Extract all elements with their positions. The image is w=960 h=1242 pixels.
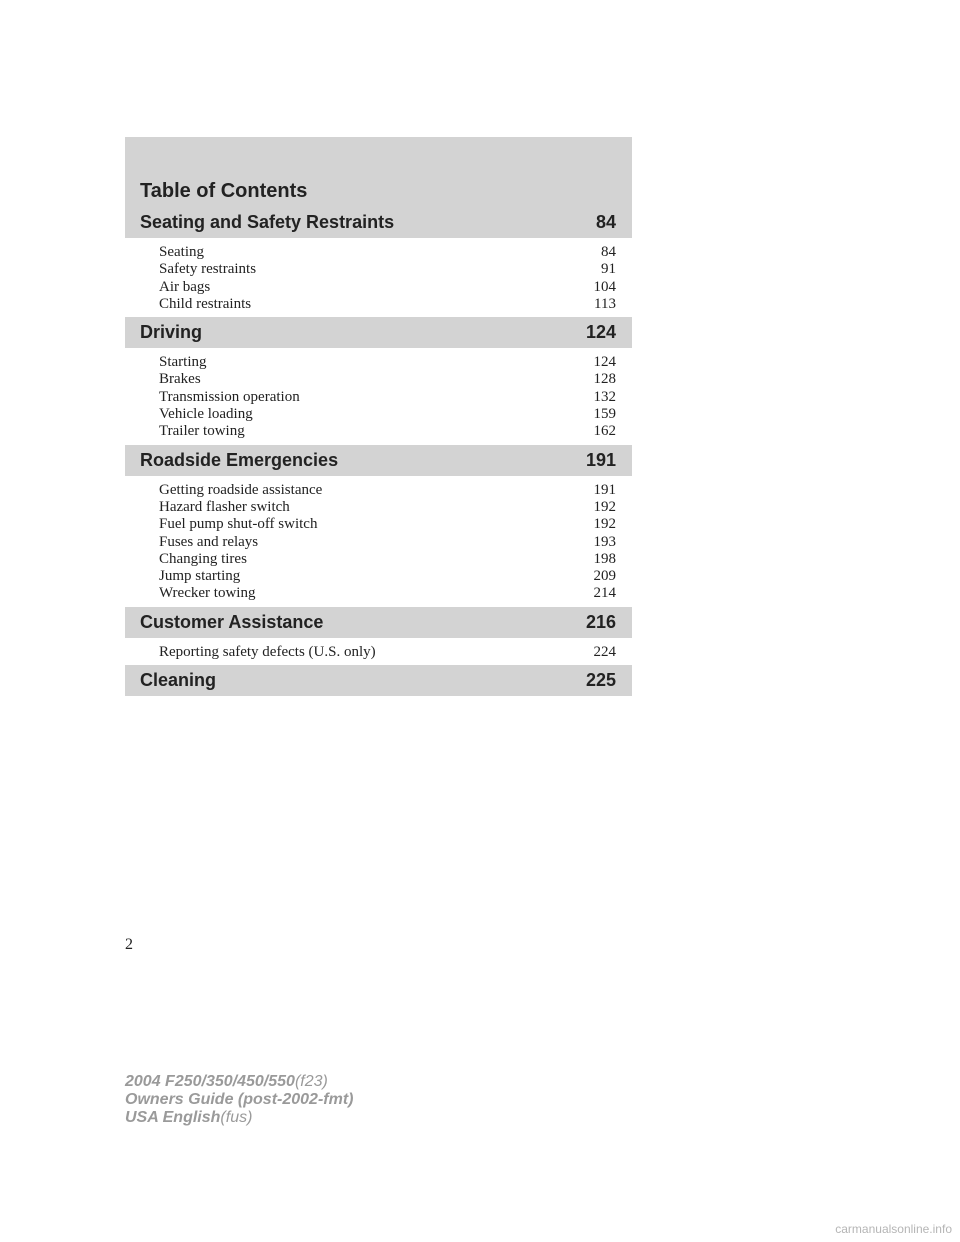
toc-entry[interactable] [159,354,616,371]
toc-entry[interactable] [159,423,616,440]
entry-label: Getting roadside assistance [159,481,323,498]
footer-line-language [125,1109,353,1127]
watermark: carmanualsonline.info [835,1222,952,1236]
toc-entry[interactable] [159,644,616,661]
entry-page: 192 [593,498,616,515]
section-title: Driving [140,322,203,343]
page-title: Table of Contents [140,180,308,202]
entry-label: Wrecker towing [159,585,256,602]
footer-language: USA English [125,1109,221,1126]
toc-entry[interactable] [159,534,616,551]
toc-entry[interactable] [159,585,616,602]
section-header-customer-assistance[interactable] [125,607,632,638]
section-entries [125,348,632,444]
entry-label: Vehicle loading [159,406,253,423]
section-header-cleaning[interactable] [125,665,632,696]
entry-label: Fuel pump shut-off switch [159,516,318,533]
entry-label: Safety restraints [159,261,257,278]
entry-page: 192 [593,516,616,533]
entry-label: Trailer towing [159,423,245,440]
toc-entry[interactable] [159,551,616,568]
section-header-seating[interactable] [125,207,632,238]
entry-label: Transmission operation [159,388,300,405]
entry-page: 104 [593,278,616,295]
footer-model-code: (f23) [294,1073,328,1090]
toc-entry[interactable] [159,296,616,313]
toc-entry[interactable] [159,499,616,516]
entry-page: 198 [593,550,616,567]
section-header-roadside-emergencies[interactable] [125,445,632,476]
toc-header [125,137,632,207]
page-number: 2 [125,936,133,953]
toc-entry[interactable] [159,371,616,388]
section-page: 216 [585,611,616,632]
entry-page: 224 [593,643,616,660]
entry-label: Brakes [159,371,201,388]
toc-entry[interactable] [159,482,616,499]
entry-label: Seating [159,244,204,260]
entry-page: 209 [593,568,616,585]
entry-page: 113 [594,295,616,312]
entry-label: Changing tires [159,550,247,567]
entry-label: Fuses and relays [159,533,259,550]
entry-label: Hazard flasher switch [159,498,290,515]
section-page: 84 [595,212,616,232]
toc-entry[interactable] [159,406,616,423]
entry-page: 162 [593,423,616,440]
entry-label: Jump starting [159,568,241,585]
footer-guide: Owners Guide (post-2002-fmt) [125,1091,354,1108]
section-title: Customer Assistance [140,611,324,632]
section-header-driving[interactable] [125,317,632,348]
document-footer [125,1073,353,1127]
section-title: Cleaning [140,670,217,691]
entry-label: Reporting safety defects (U.S. only) [159,643,376,660]
section-page: 124 [585,322,616,343]
toc-entry[interactable] [159,279,616,296]
entry-label: Starting [159,354,207,371]
toc-entry[interactable] [159,568,616,585]
footer-line-model [125,1073,353,1091]
section-page: 225 [585,670,616,691]
entry-page: 84 [601,244,616,260]
entry-label: Child restraints [159,295,252,312]
entry-page: 132 [593,388,616,405]
footer-model: 2004 F250/350/450/550 [125,1073,295,1090]
entry-page: 214 [593,585,616,602]
entry-page: 128 [593,371,616,388]
toc-entry[interactable] [159,261,616,278]
section-entries [125,638,632,665]
entry-page: 159 [593,406,616,423]
section-entries [125,238,632,317]
entry-label: Air bags [159,278,211,295]
toc-entry[interactable] [159,516,616,533]
entry-page: 124 [593,354,616,371]
footer-line-guide [125,1091,353,1109]
footer-language-code: (fus) [220,1109,253,1126]
entry-page: 91 [601,261,616,278]
toc-entry[interactable] [159,244,616,261]
section-title: Roadside Emergencies [140,449,339,470]
table-of-contents [125,137,632,696]
toc-entry[interactable] [159,389,616,406]
entry-page: 191 [593,481,616,498]
section-title: Seating and Safety Restraints [140,212,395,232]
entry-page: 193 [593,533,616,550]
section-page: 191 [585,449,616,470]
section-entries [125,476,632,607]
